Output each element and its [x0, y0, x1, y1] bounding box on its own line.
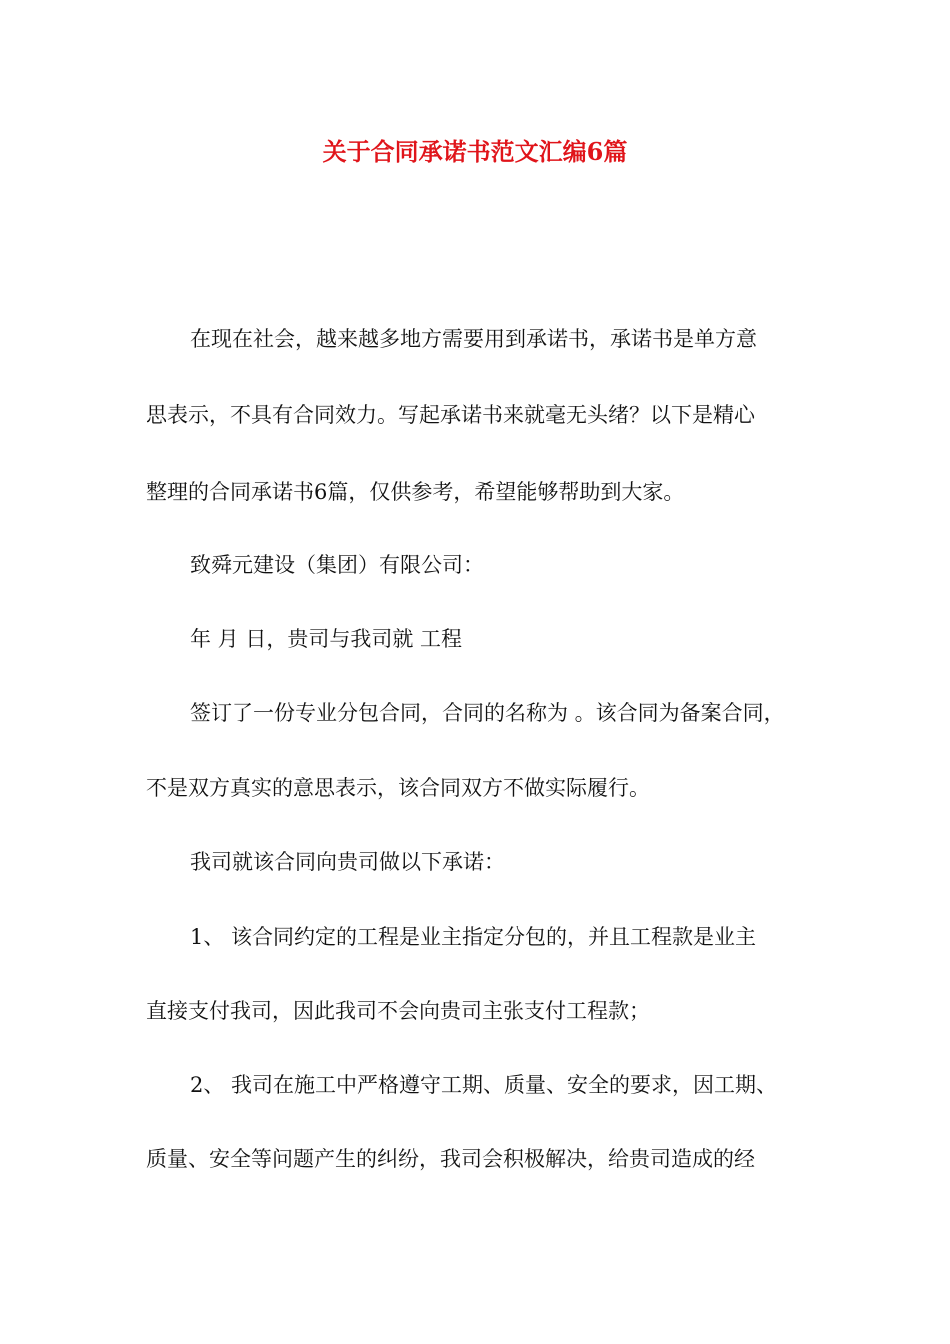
- list-item-line: 质量、安全等问题产生的纠纷，我司会积极解决，给贵司造成的经: [146, 1147, 755, 1171]
- paragraph-line: 在现在社会，越来越多地方需要用到承诺书，承诺书是单方意: [190, 327, 757, 351]
- list-item-line: 2、 我司在施工中严格遵守工期、质量、安全的要求，因工期、: [190, 1073, 778, 1097]
- addressee-line: 致舜元建设（集团）有限公司：: [190, 553, 484, 577]
- paragraph-line: 我司就该合同向贵司做以下承诺：: [190, 850, 505, 874]
- paragraph-line: 年 月 日，贵司与我司就 工程: [190, 627, 463, 651]
- paragraph-line: 签订了一份专业分包合同，合同的名称为 。该合同为备案合同，: [190, 701, 785, 725]
- paragraph-line: 整理的合同承诺书6篇，仅供参考，希望能够帮助到大家。: [146, 480, 685, 504]
- paragraph-line: 不是双方真实的意思表示，该合同双方不做实际履行。: [146, 776, 650, 800]
- list-item-line: 1、 该合同约定的工程是业主指定分包的，并且工程款是业主: [190, 925, 757, 949]
- paragraph-line: 思表示，不具有合同效力。写起承诺书来就毫无头绪？以下是精心: [146, 403, 755, 427]
- document-title: 关于合同承诺书范文汇编6篇: [322, 137, 628, 166]
- list-item-line: 直接支付我司，因此我司不会向贵司主张支付工程款；: [146, 999, 650, 1023]
